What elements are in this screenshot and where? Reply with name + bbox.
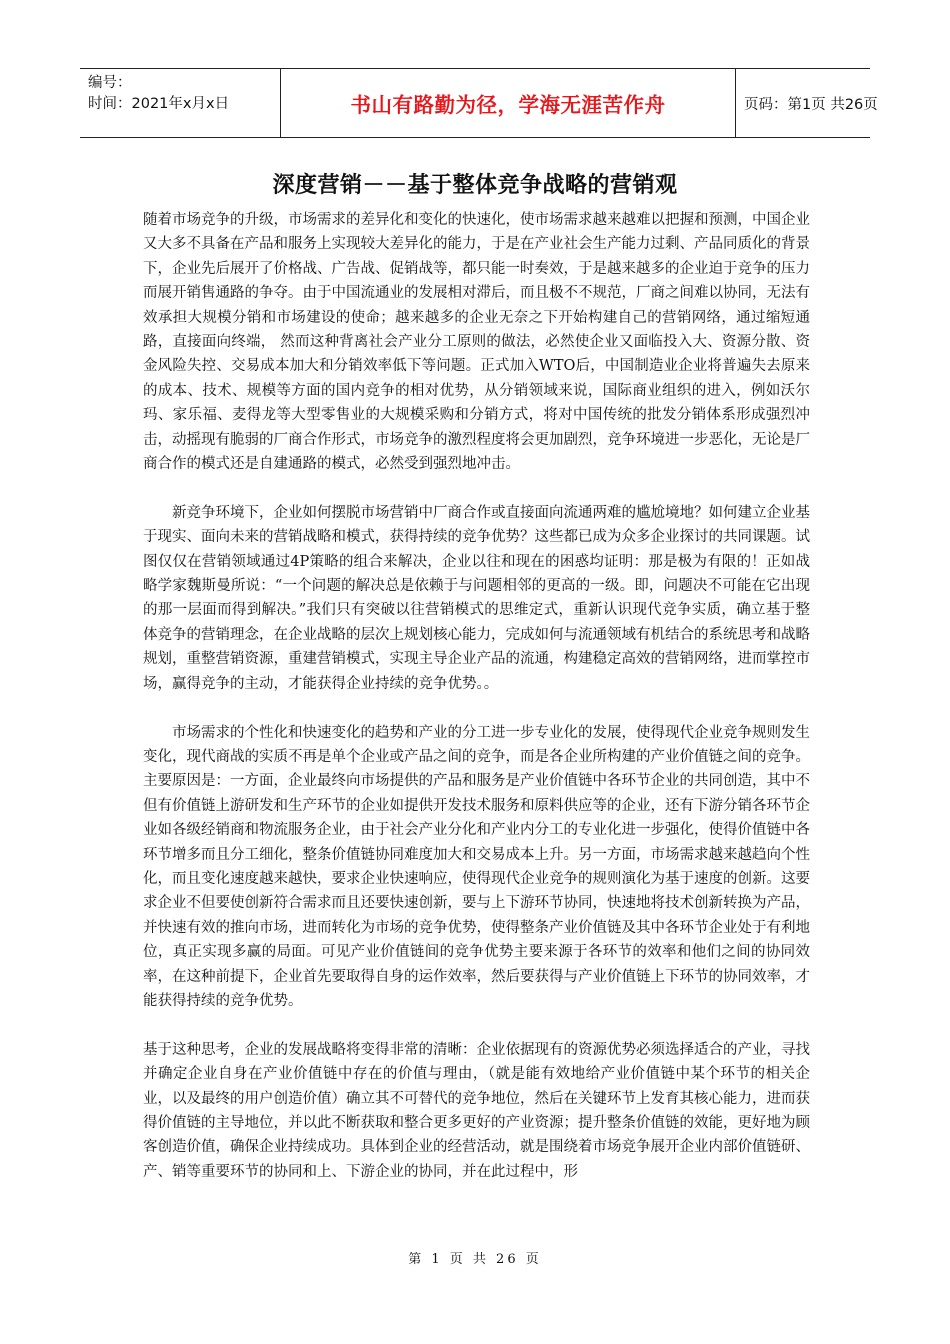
- header-number-label: 编号：: [88, 75, 132, 91]
- header-time-label: 时间：2021年x月x日: [88, 96, 230, 112]
- page-footer: 第 1 页 共 26 页: [408, 1252, 542, 1267]
- header-meta: [80, 69, 280, 137]
- document-body: [143, 208, 810, 1184]
- paragraph-3: 市场需求的个性化和快速变化的趋势和产业的分工进一步专业化的发展，使得现代企业竞争规则发生变化，现代商战的实质不再是单个企业或产品之间的竞争，而是各企业所构建的产业价值链之间的竞争。主要原因是：一方面，企业最终向市场提供的产品和服务是产业价值链中各环节企业的共同创造，其中不但有价值链上游研发和生产环节的企业如提供开发技术服务和原料供应等的企业，还有下游分销各环节企业如各级经销商和物流服务企业，由于社会产业分化和产业内分工的专业化进一步强化，使得价值链中各环节增多而且分工细化，整条价值链协同难度加大和交易成本上升。另一方面，市场需求越来越趋向个性化，而且变化速度越来越快，要求企业快速响应，使得现代企业竞争的规则演化为基于速度的创新。这要求企业不但要使创新符合需求而且还要快速创新，要与上下游环节协同，快速地将技术创新转换为产品，并快速有效的推向市场，进而转化为市场的竞争优势，使得整条产业价值链及其中各环节企业处于有利地位，真正实现多赢的局面。可见产业价值链间的竞争优势主要来源于各环节的效率和他们之间的协同效率，在这种前提下，企业首先要取得自身的运作效率，然后要获得与产业价值链上下环节的协同效率，才能获得持续的竞争优势。: [143, 724, 810, 1009]
- paragraph-1: 随着市场竞争的升级，市场需求的差异化和变化的快速化，使市场需求越来越难以把握和预测，中国企业又大多不具备在产品和服务上实现较大差异化的能力，于是在产业社会生产能力过剩、产品同质化的背景下，企业先后展开了价格战、广告战、促销战等，都只能一时奏效，于是越来越多的企业迫于竞争的压力而展开销售通路的争夺。由于中国流通业的发展相对滞后，而且极不不规范，厂商之间难以协同，无法有效承担大规模分销和市场建设的使命；越来越多的企业无奈之下开始构建自己的营销网络，通过缩短通路，直接面向终端， 然而这种背离社会产业分工原则的做法，必然使企业又面临投入大、资源分散、资金风险失控、交易成本加大和分销效率低下等问题。正式加入WTO后，中国制造业企业将普遍失去原来的成本、技术、规模等方面的国内竞争的相对优势，从分销领域来说，国际商业组织的进入，例如沃尔玛、家乐福、麦得龙等大型零售业的大规模采购和分销方式，将对中国传统的批发分销体系形成强烈冲击，动摇现有脆弱的厂商合作形式，市场竞争的激烈程度将会更加剧烈，竞争环境进一步恶化，无论是厂商合作的模式还是自建通路的模式，必然受到强烈地冲击。: [143, 212, 810, 473]
- document-header: [80, 68, 878, 138]
- paragraph-4: 基于这种思考，企业的发展战略将变得非常的清晰：企业依据现有的资源优势必须选择适合的产业，寻找并确定企业自身在产业价值链中存在的价值与理由，（就是能有效地给产业价值链中某个环节的相关企业，以及最终的用户创造价值）确立其不可替代的竞争地位，然后在关键环节上发育其核心能力，进而获得价值链的主导地位，并以此不断获取和整合更多更好的产业资源；提升整条价值链的效能，更好地为顾客创造价值，确保企业持续成功。具体到企业的经营活动，就是围绕着市场竞争展开企业内部价值链研、产、销等重要环节的协同和上、下游企业的协同，并在此过程中，形: [143, 1041, 810, 1180]
- header-page-info: 页码：第1页 共26页: [744, 96, 878, 113]
- document-title: 深度营销－－基于整体竞争战略的营销观: [272, 173, 678, 198]
- paragraph-2: 新竞争环境下，企业如何摆脱市场营销中厂商合作或直接面向流通两难的尴尬境地？如何建立企业基于现实、面向未来的营销战略和模式，获得持续的竞争优势？这些都已成为众多企业探讨的共同课题。试图仅仅在营销领域通过4P策略的组合来解决，企业以往和现在的困惑均证明：那是极为有限的！正如战略学家魏斯曼所说：“一个问题的解决总是依赖于与问题相邻的更高的一级。即，问题决不可能在它出现的那一层面而得到解决。”我们只有突破以往营销模式的思维定式，重新认识现代竞争实质，确立基于整体竞争的营销理念，在企业战略的层次上规划核心能力，完成如何与流通领域有机结合的系统思考和战略规划，重整营销资源，重建营销模式，实现主导企业产品的流通，构建稳定高效的营销网络，进而掌控市场，赢得竞争的主动，才能获得企业持续的竞争优势。。: [143, 504, 810, 692]
- header-motto-cell: [280, 69, 736, 137]
- header-motto: 书山有路勤为径，学海无涯苦作舟: [350, 93, 666, 117]
